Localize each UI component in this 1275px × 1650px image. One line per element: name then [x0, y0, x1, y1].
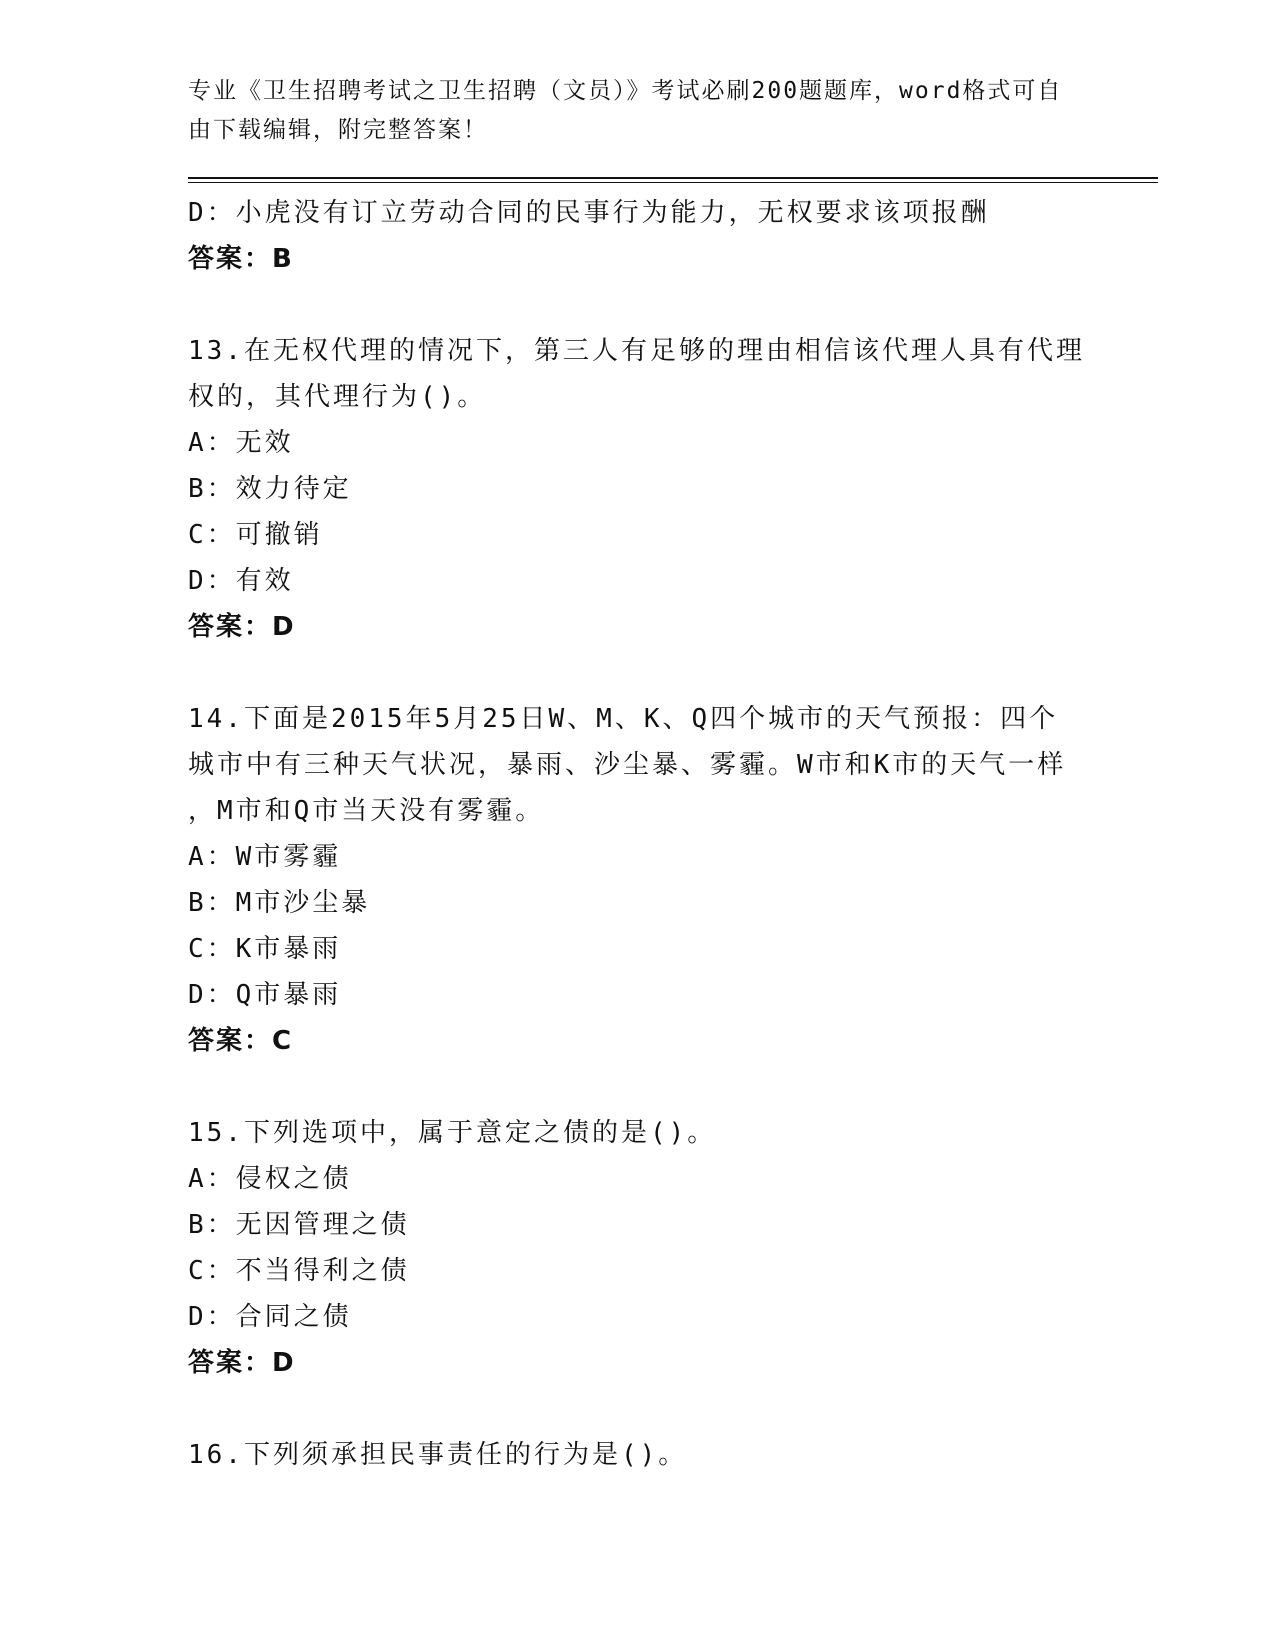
question-15-answer: 答案：D — [188, 1348, 296, 1378]
carryover-answer: 答案：B — [188, 244, 294, 274]
question-14-option-b: B：M市沙尘暴 — [188, 888, 371, 918]
question-13-stem-line-1: 13.在无权代理的情况下，第三人有足够的理由相信该代理人具有代理 — [188, 336, 1085, 366]
question-16 — [188, 1432, 1088, 1478]
question-13-option-c: C：可撤销 — [188, 520, 323, 550]
question-15-stem-line-1: 15.下列选项中，属于意定之债的是()。 — [188, 1118, 717, 1148]
question-16-stem-line-1: 16.下列须承担民事责任的行为是()。 — [188, 1440, 688, 1470]
question-14-stem-line-2: 城市中有三种天气状况，暴雨、沙尘暴、雾霾。W市和K市的天气一样 — [188, 750, 1067, 780]
question-15-option-b: B：无因管理之债 — [188, 1210, 410, 1240]
document-header — [188, 72, 1068, 150]
question-13-option-b: B：效力待定 — [188, 474, 352, 504]
question-13-option-a: A：无效 — [188, 428, 294, 458]
question-13-option-d: D：有效 — [188, 566, 294, 596]
question-14-answer: 答案：C — [188, 1026, 294, 1056]
spacer — [188, 650, 1088, 696]
header-divider-thick — [188, 177, 1158, 179]
question-15-option-c: C：不当得利之债 — [188, 1256, 410, 1286]
question-14-option-a: A：W市雾霾 — [188, 842, 342, 872]
question-list — [188, 190, 1088, 1478]
question-13-answer: 答案：D — [188, 612, 296, 642]
question-14-stem-line-1: 14.下面是2015年5月25日W、M、K、Q四个城市的天气预报：四个 — [188, 704, 1059, 734]
spacer — [188, 282, 1088, 328]
question-15-option-a: A：侵权之债 — [188, 1164, 352, 1194]
spacer — [188, 1064, 1088, 1110]
question-14-stem-line-3: ，M市和Q市当天没有雾霾。 — [188, 796, 545, 826]
header-line-2: 由下载编辑，附完整答案！ — [188, 117, 488, 143]
header-divider-thin — [188, 182, 1158, 183]
spacer — [188, 1386, 1088, 1432]
header-line-1: 专业《卫生招聘考试之卫生招聘（文员）》考试必刷200题题库，word格式可自 — [188, 78, 1063, 104]
carryover-option-d: D：小虎没有订立劳动合同的民事行为能力，无权要求该项报酬 — [188, 198, 990, 228]
question-13 — [188, 328, 1088, 650]
question-15 — [188, 1110, 1088, 1386]
question-13-stem-line-2: 权的，其代理行为()。 — [188, 382, 487, 412]
question-14-option-d: D：Q市暴雨 — [188, 980, 342, 1010]
question-15-option-d: D：合同之债 — [188, 1302, 352, 1332]
question-14 — [188, 696, 1088, 1064]
question-14-option-c: C：K市暴雨 — [188, 934, 342, 964]
